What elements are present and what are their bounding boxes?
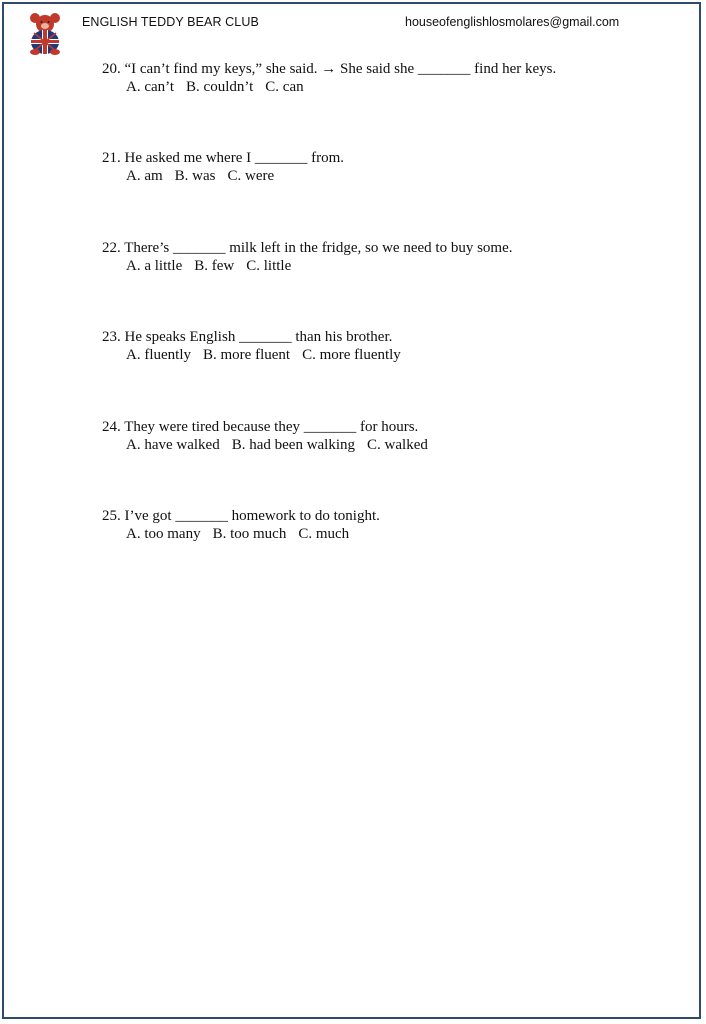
option-b[interactable]: B. too much — [212, 525, 287, 542]
page-header — [0, 0, 706, 60]
option-b[interactable]: B. was — [174, 168, 216, 185]
option-b[interactable]: B. couldn’t — [186, 79, 254, 95]
question-options — [102, 346, 662, 364]
question-options — [102, 78, 662, 96]
question-21 — [102, 149, 662, 238]
question-text: 23. He speaks English _______ than his brother. — [102, 329, 393, 346]
option-a[interactable]: A. am — [126, 168, 163, 185]
question-23 — [102, 328, 662, 417]
option-c[interactable]: C. were — [227, 168, 275, 185]
contact-email[interactable]: houseofenglishlosmolares@gmail.com — [405, 15, 620, 29]
question-22 — [102, 239, 662, 328]
option-a[interactable]: A. fluently — [126, 347, 191, 364]
question-options — [102, 257, 662, 275]
question-text: 25. I’ve got _______ homework to do tonight. — [102, 507, 380, 524]
question-options — [102, 167, 662, 185]
question-25 — [102, 507, 662, 596]
option-c[interactable]: C. more fluently — [302, 347, 401, 364]
option-c[interactable]: C. little — [246, 257, 292, 274]
question-text: 20. “I can’t find my keys,” she said. → She said she _______ find her keys. — [102, 61, 557, 77]
question-options — [102, 525, 662, 543]
question-options — [102, 436, 662, 454]
option-a[interactable]: A. too many — [126, 525, 201, 542]
question-text: 22. There’s _______ milk left in the fridge, so we need to buy some. — [102, 239, 513, 256]
teddy-bear-logo-icon — [26, 12, 64, 56]
question-24 — [102, 418, 662, 507]
option-b[interactable]: B. few — [194, 257, 235, 274]
question-20 — [102, 60, 662, 149]
question-text: 21. He asked me where I _______ from. — [102, 150, 345, 167]
option-b[interactable]: B. more fluent — [203, 347, 291, 364]
option-a[interactable]: A. can’t — [126, 79, 175, 95]
option-c[interactable]: C. much — [298, 525, 350, 542]
option-a[interactable]: A. have walked — [126, 436, 220, 453]
option-c[interactable]: C. walked — [367, 436, 428, 453]
option-a[interactable]: A. a little — [126, 257, 183, 274]
option-c[interactable]: C. can — [265, 79, 304, 95]
option-b[interactable]: B. had been walking — [231, 436, 356, 453]
club-name: ENGLISH TEDDY BEAR CLUB — [82, 15, 259, 29]
question-text: 24. They were tired because they _______ for hours. — [102, 418, 419, 435]
question-list — [102, 60, 662, 596]
